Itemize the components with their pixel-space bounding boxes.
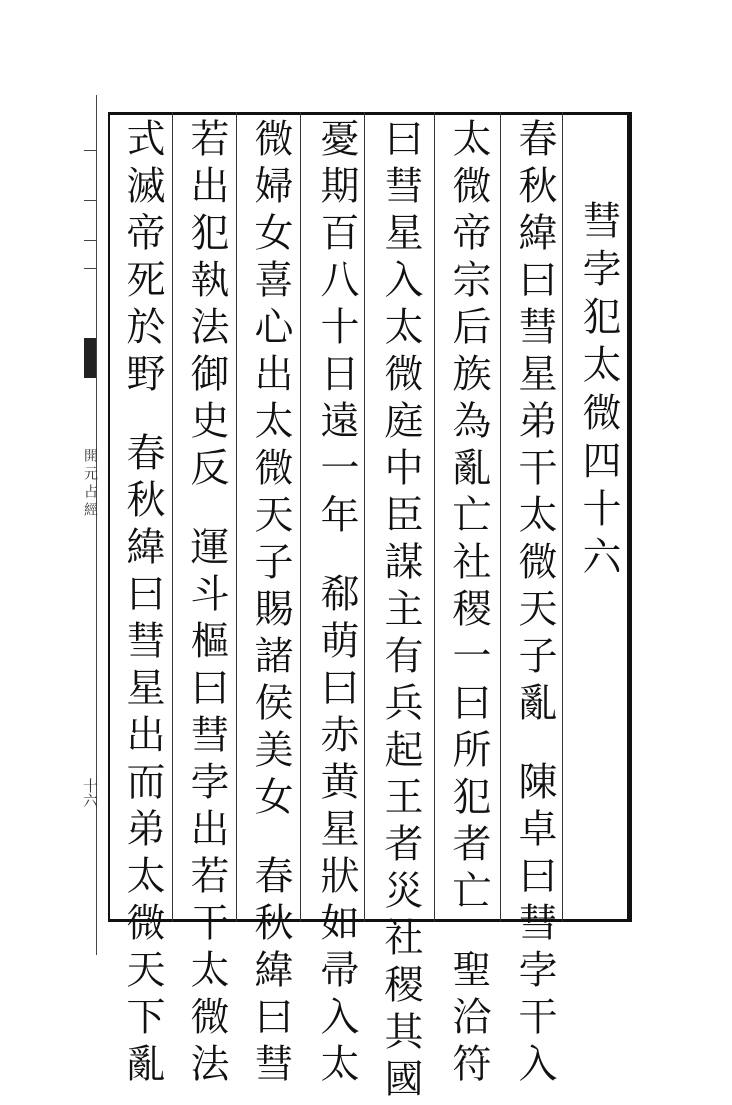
text-segment: 春秋緯曰彗星出而弟太微天下亂 [120, 432, 165, 1090]
fore-edge-page-number: 十六 [81, 778, 99, 808]
text-column [442, 118, 494, 1090]
text-segment: 太微帝宗后族為亂亡社稷一曰所犯者亡 [446, 118, 491, 917]
text-column [508, 118, 560, 1090]
fore-edge-tick [84, 200, 96, 201]
column-rule [500, 112, 501, 922]
fish-tail-mark [84, 338, 96, 378]
fore-edge-title: 開元占經 [82, 448, 98, 520]
text-column [180, 118, 232, 1090]
column-rule [364, 112, 365, 922]
text-column [116, 118, 168, 1090]
text-segment: 郗萌曰赤黄星狀如帚入太 [314, 573, 359, 1090]
column-rule [434, 112, 435, 922]
fore-edge-tick [84, 240, 96, 241]
left-border-rule [108, 112, 110, 922]
text-segment: 曰彗星入太微庭中臣謀主有兵起王者災社稷其國 [378, 118, 423, 1105]
text-segment: 若出犯執法御史反 [184, 118, 229, 494]
column-rule [562, 112, 563, 922]
text-segment: 春秋緯曰彗 [248, 855, 293, 1090]
text-segment: 聖洽符 [446, 949, 491, 1090]
fore-edge-tick [84, 150, 96, 151]
text-column [374, 118, 426, 1105]
fore-edge-tick [84, 268, 96, 269]
section-title [572, 200, 624, 584]
text-segment: 春秋緯曰彗星弟干太微天子亂 [512, 118, 557, 729]
column-rule [236, 112, 237, 922]
text-column [244, 118, 296, 1090]
text-segment: 彗孛犯太微四十六 [576, 200, 621, 584]
column-rule [172, 112, 173, 922]
text-segment: 微婦女喜心出太微天子賜諸侯美女 [248, 118, 293, 823]
text-segment: 運斗樞曰彗孛出若干太微法 [184, 526, 229, 1090]
text-segment: 式滅帝死於野 [120, 118, 165, 400]
text-column [310, 118, 362, 1090]
column-rule [300, 112, 301, 922]
fore-edge-rule [96, 95, 97, 955]
text-segment: 陳卓曰彗孛干入 [512, 761, 557, 1090]
text-segment: 憂期百八十日遠一年 [314, 118, 359, 541]
